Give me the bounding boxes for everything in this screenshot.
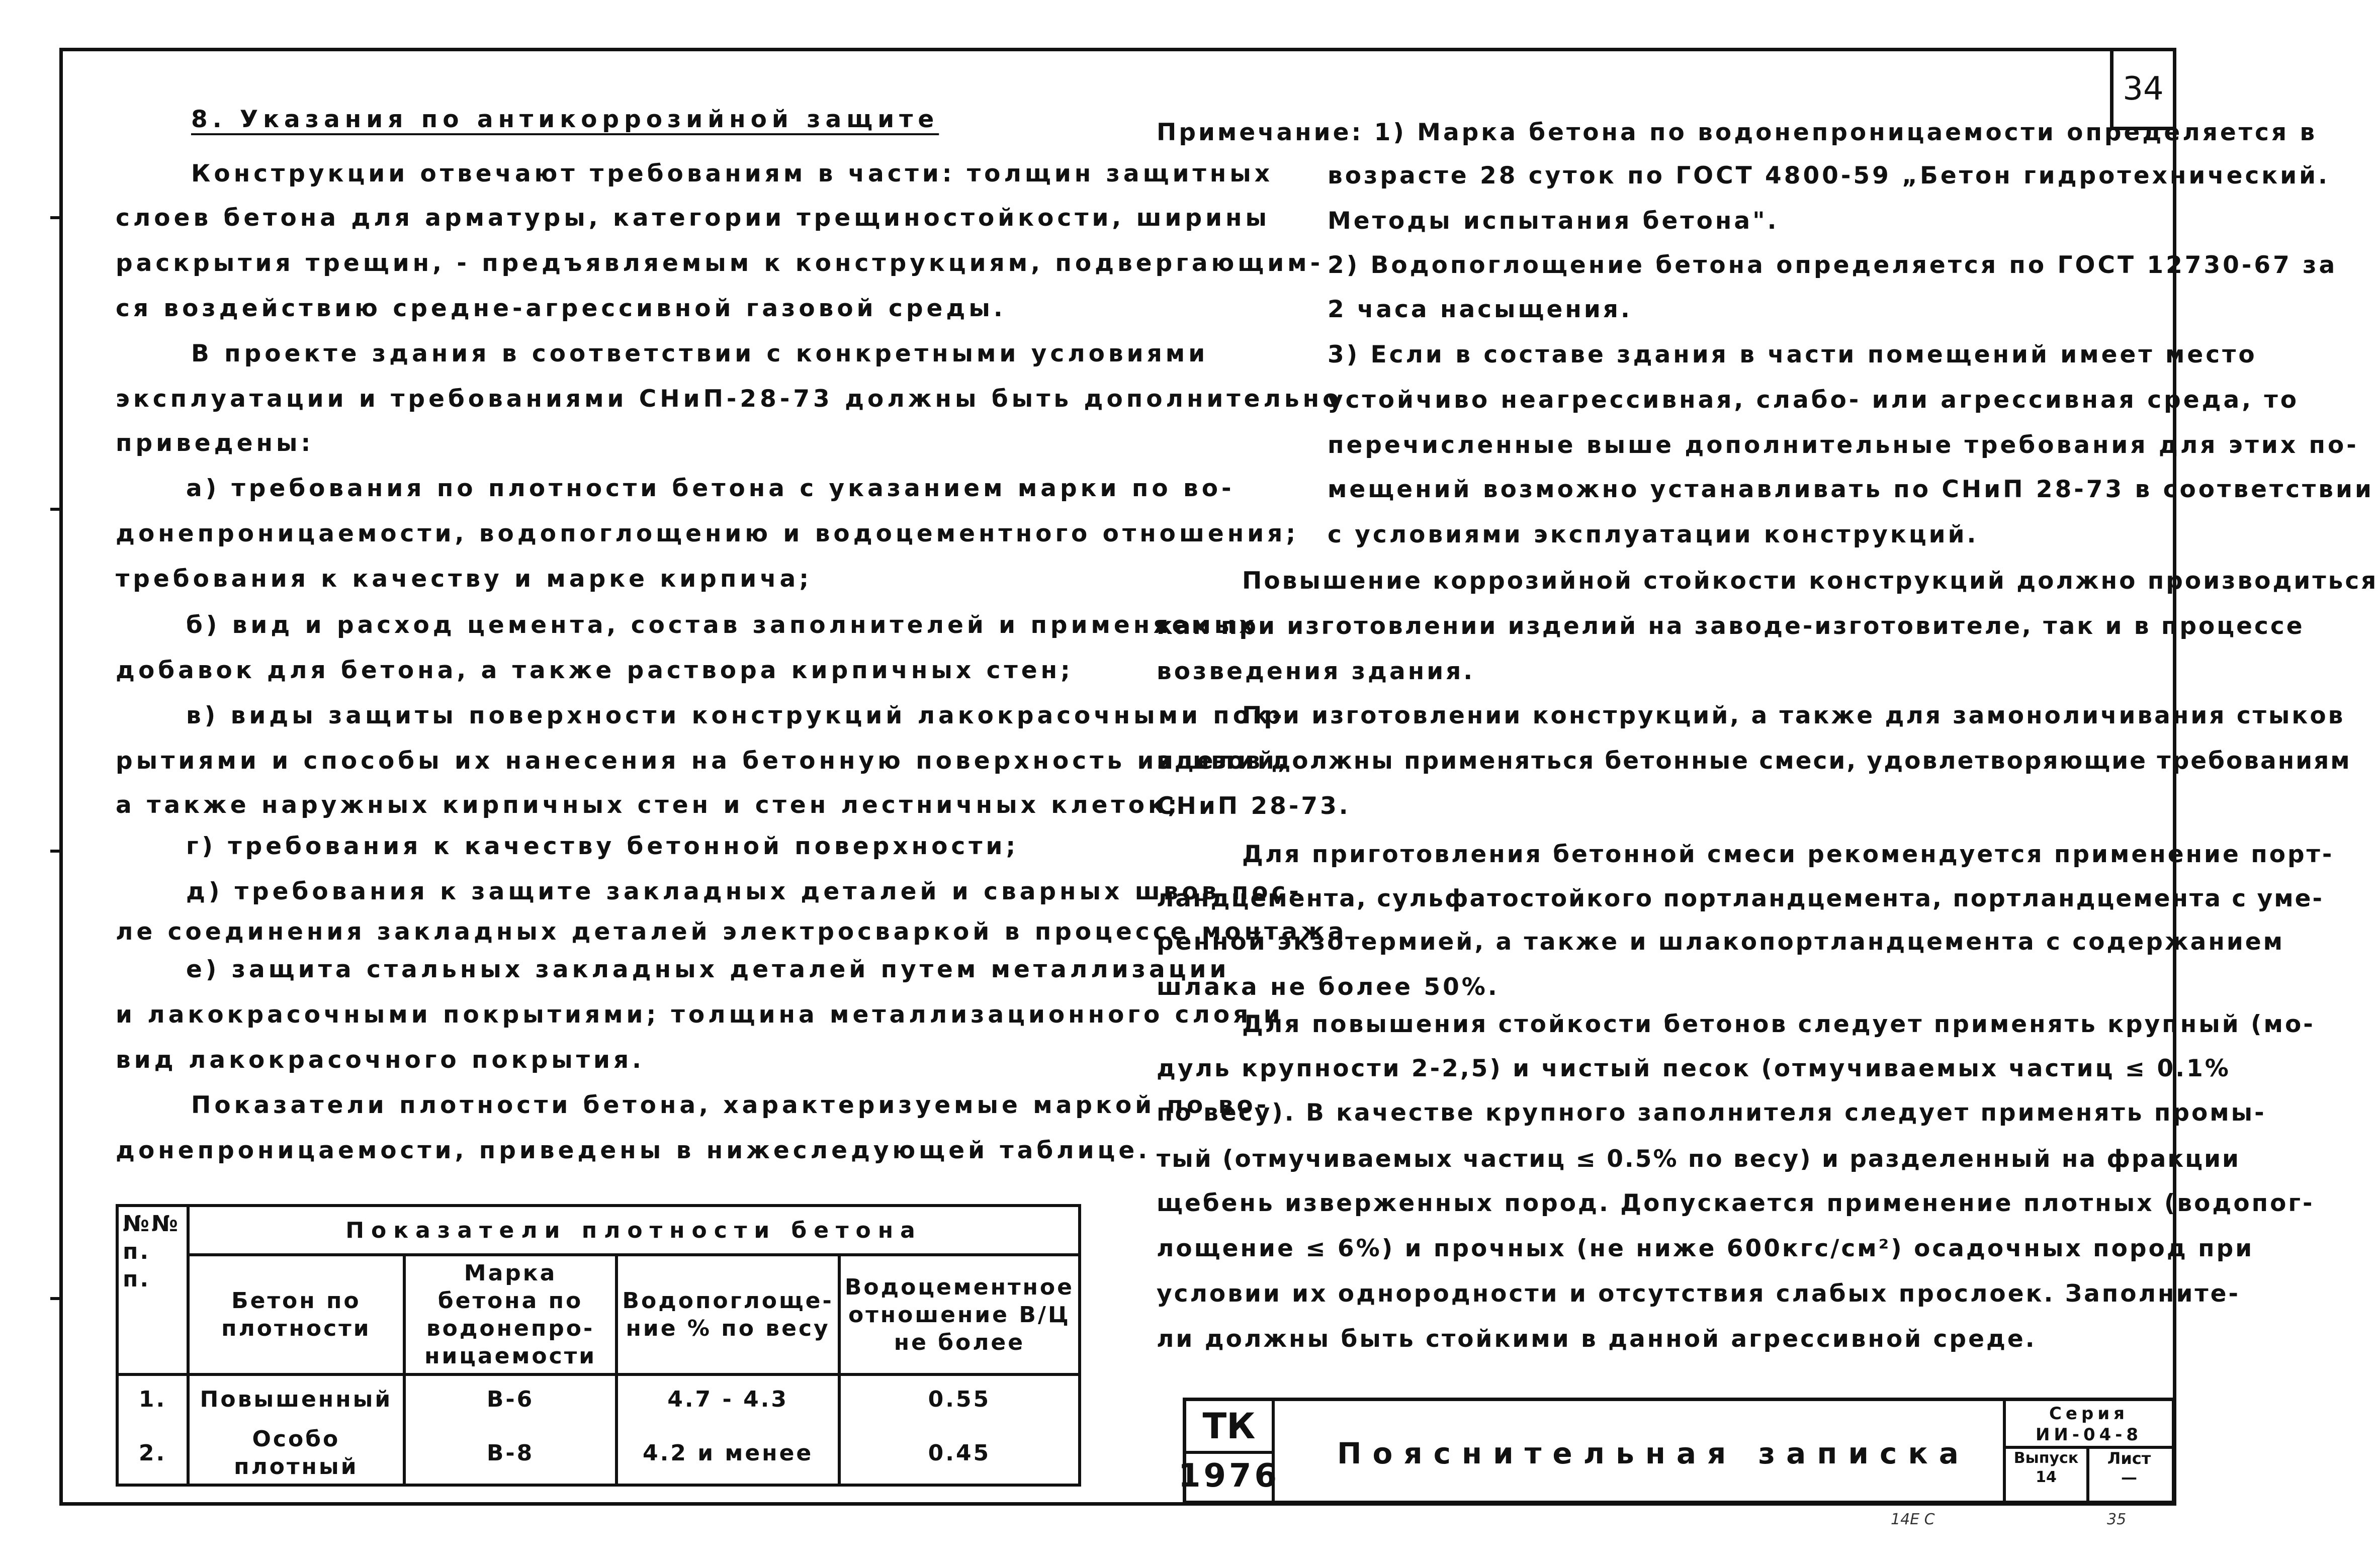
right-text-line: ренной экзотермией, а также и шлакопортландцемента с содержанием <box>1157 928 2285 956</box>
table-cell: В-8 <box>404 1422 617 1485</box>
right-text-line: СНиП 28-73. <box>1157 792 1351 820</box>
right-text-line: перечисленные выше дополнительные требования для этих по- <box>1328 431 2359 459</box>
issue-cell <box>2006 1449 2089 1504</box>
table-group-header: Показатели плотности бетона <box>188 1206 1080 1255</box>
right-text-line: Для приготовления бетонной смеси рекомендуется применение порт- <box>1242 841 2334 868</box>
right-text-line: Для повышения стойкости бетонов следует применять крупный (мо- <box>1242 1010 2315 1038</box>
left-text-line: Показатели плотности бетона, характеризуемые маркой по во- <box>191 1091 1270 1119</box>
right-text-line: мещений возможно устанавливать по СНиП 28-73 в соответствии <box>1328 476 2374 503</box>
series-cell <box>2006 1401 2172 1449</box>
table-row <box>117 1374 1080 1422</box>
right-text-line: как при изготовлении изделий на заводе-изготовителе, так и в процессе <box>1157 612 2305 640</box>
table-cell: 0.45 <box>839 1422 1080 1485</box>
left-text-line: требования к качеству и марке кирпича; <box>116 565 813 593</box>
table-header-cell: №№ п. п. <box>117 1206 188 1374</box>
section-title: 8. Указания по антикоррозийной защите <box>191 106 939 133</box>
right-text-line: Примечание: 1) Марка бетона по водонепроницаемости определяется в <box>1157 119 2318 146</box>
margin-tick <box>50 508 61 511</box>
right-text-line: ландцемента, сульфатостойкого портландцемента, портландцемента с уме- <box>1157 885 2324 912</box>
issue-value: 14 <box>2036 1468 2057 1486</box>
right-text-line: 2 часа насыщения. <box>1328 296 1632 323</box>
left-text-line: е) защита стальных закладных деталей путем металлизации <box>186 956 1230 983</box>
table-cell: Повышенный <box>188 1374 404 1422</box>
left-text-line: раскрытия трещин, - предъявляемым к конструкциям, подвергающим- <box>116 249 1324 277</box>
table-cell: Особо плотный <box>188 1422 404 1485</box>
bottom-note: 14Е С <box>1891 1511 1935 1528</box>
table-row <box>117 1422 1080 1485</box>
left-text-line: д) требования к защите закладных деталей и сварных швов пос- <box>186 878 1302 905</box>
right-text-line: Повышение коррозийной стойкости конструкций должно производиться <box>1242 567 2378 595</box>
table-cell: 4.7 - 4.3 <box>616 1374 839 1422</box>
right-text-line: и швов должны применяться бетонные смеси, удовлетворяющие требованиям <box>1157 747 2351 775</box>
right-text-line: шлака не более 50%. <box>1157 973 1500 1001</box>
left-text-line: и лакокрасочными покрытиями; толщина металлизационного слоя и <box>116 1001 1284 1029</box>
left-text-line: в) виды защиты поверхности конструкций лакокрасочными пок- <box>186 702 1286 729</box>
left-text-line: Конструкции отвечают требованиям в части: толщин защитных <box>191 160 1274 188</box>
left-text-line: приведены: <box>116 429 314 457</box>
left-text-line: вид лакокрасочного покрытия. <box>116 1046 645 1074</box>
year: 1976 <box>1178 1457 1280 1495</box>
table-cell: В-6 <box>404 1374 617 1422</box>
margin-tick <box>50 216 61 219</box>
left-text-line: донепроницаемости, водопоглощению и водоцементного отношения; <box>116 520 1299 547</box>
right-text-line: лощение ≤ 6%) и прочных (не ниже 600кгс/см²) осадочных пород при <box>1157 1235 2254 1262</box>
left-text-line: слоев бетона для арматуры, категории трещиностойкости, ширины <box>116 204 1271 232</box>
bottom-note: 35 <box>2107 1511 2127 1528</box>
issue-label: Выпуск <box>2013 1449 2079 1467</box>
series-label: Серия <box>2049 1404 2129 1424</box>
right-text-line: тый (отмучиваемых частиц ≤ 0.5% по весу) и разделенный на фракции <box>1157 1145 2240 1173</box>
left-text-line: а также наружных кирпичных стен и стен лестничных клеток; <box>116 791 1181 819</box>
sheet-cell <box>2086 1449 2172 1504</box>
right-text-line: Методы испытания бетона". <box>1328 207 1779 235</box>
sheet-value: — <box>2121 1468 2137 1487</box>
table-header-row <box>117 1206 1080 1255</box>
table-header-cell: Марка бетона по водонепро-ницаемости <box>404 1255 617 1374</box>
right-text-line: щебень изверженных пород. Допускается применение плотных (водопог- <box>1157 1189 2315 1217</box>
org-box <box>1178 1401 1280 1501</box>
left-text-line: ся воздействию средне-агрессивной газовой среды. <box>116 295 1006 322</box>
left-text-line: б) вид и расход цемента, состав заполнителей и применяемых <box>186 611 1258 639</box>
table-header-cell: Водоцементное отношение В/Ц не более <box>839 1255 1080 1374</box>
table-header-row <box>117 1255 1080 1374</box>
org-code: ТК <box>1186 1401 1272 1454</box>
right-text-line: При изготовлении конструкций, а также для замоноличивания стыков <box>1242 702 2345 729</box>
right-text-line: по весу). В качестве крупного заполнителя следует применять промы- <box>1157 1099 2266 1127</box>
right-text-line: ли должны быть стойкими в данной агрессивной среде. <box>1157 1325 2037 1353</box>
series-value: ИИ-04-8 <box>2035 1425 2143 1445</box>
sheet-label: Лист <box>2107 1449 2151 1468</box>
series-box <box>2003 1401 2172 1501</box>
left-text-line: В проекте здания в соответствии с конкретными условиями <box>191 340 1209 367</box>
left-text-line: а) требования по плотности бетона с указанием марки по во- <box>186 475 1235 502</box>
left-text-line: донепроницаемости, приведены в нижеследующей таблице. <box>116 1137 1151 1164</box>
left-text-line: рытиями и способы их нанесения на бетонную поверхность изделий, <box>116 747 1290 775</box>
table-cell: 2. <box>117 1422 188 1485</box>
table-cell: 0.55 <box>839 1374 1080 1422</box>
margin-tick <box>50 1297 61 1300</box>
left-text-line: эксплуатации и требованиями СНиП-28-73 должны быть дополнительно <box>116 385 1343 413</box>
left-text-line: добавок для бетона, а также раствора кирпичных стен; <box>116 657 1074 684</box>
right-text-line: возрасте 28 суток по ГОСТ 4800-59 „Бетон гидротехнический. <box>1328 162 2330 190</box>
page-number: 34 <box>2110 51 2173 130</box>
right-text-line: устойчиво неагрессивная, слабо- или агрессивная среда, то <box>1328 386 2300 414</box>
margin-tick <box>50 850 61 853</box>
table-cell: 4.2 и менее <box>616 1422 839 1485</box>
right-text-line: дуль крупности 2-2,5) и чистый песок (отмучиваемых частиц ≤ 0.1% <box>1157 1055 2231 1082</box>
table-cell: 1. <box>117 1374 188 1422</box>
right-text-line: условии их однородности и отсутствия слабых прослоек. Заполните- <box>1157 1280 2241 1308</box>
document-title: Пояснительная записка <box>1337 1436 1970 1470</box>
table-header-cell: Водопоглоще-ние % по весу <box>616 1255 839 1374</box>
right-text-line: 2) Водопоглощение бетона определяется по ГОСТ 12730-67 за <box>1328 251 2338 279</box>
concrete-density-table <box>116 1204 1081 1487</box>
title-block <box>1178 1398 2175 1504</box>
right-text-line: с условиями эксплуатации конструкций. <box>1328 521 1979 548</box>
right-text-line: 3) Если в составе здания в части помещений имеет место <box>1328 341 2257 368</box>
left-text-line: г) требования к качеству бетонной поверхности; <box>186 833 1019 860</box>
left-text-line: ле соединения закладных деталей электросваркой в процессе монтажа <box>116 918 1348 946</box>
right-text-line: возведения здания. <box>1157 658 1475 685</box>
table-header-cell: Бетон по плотности <box>188 1255 404 1374</box>
